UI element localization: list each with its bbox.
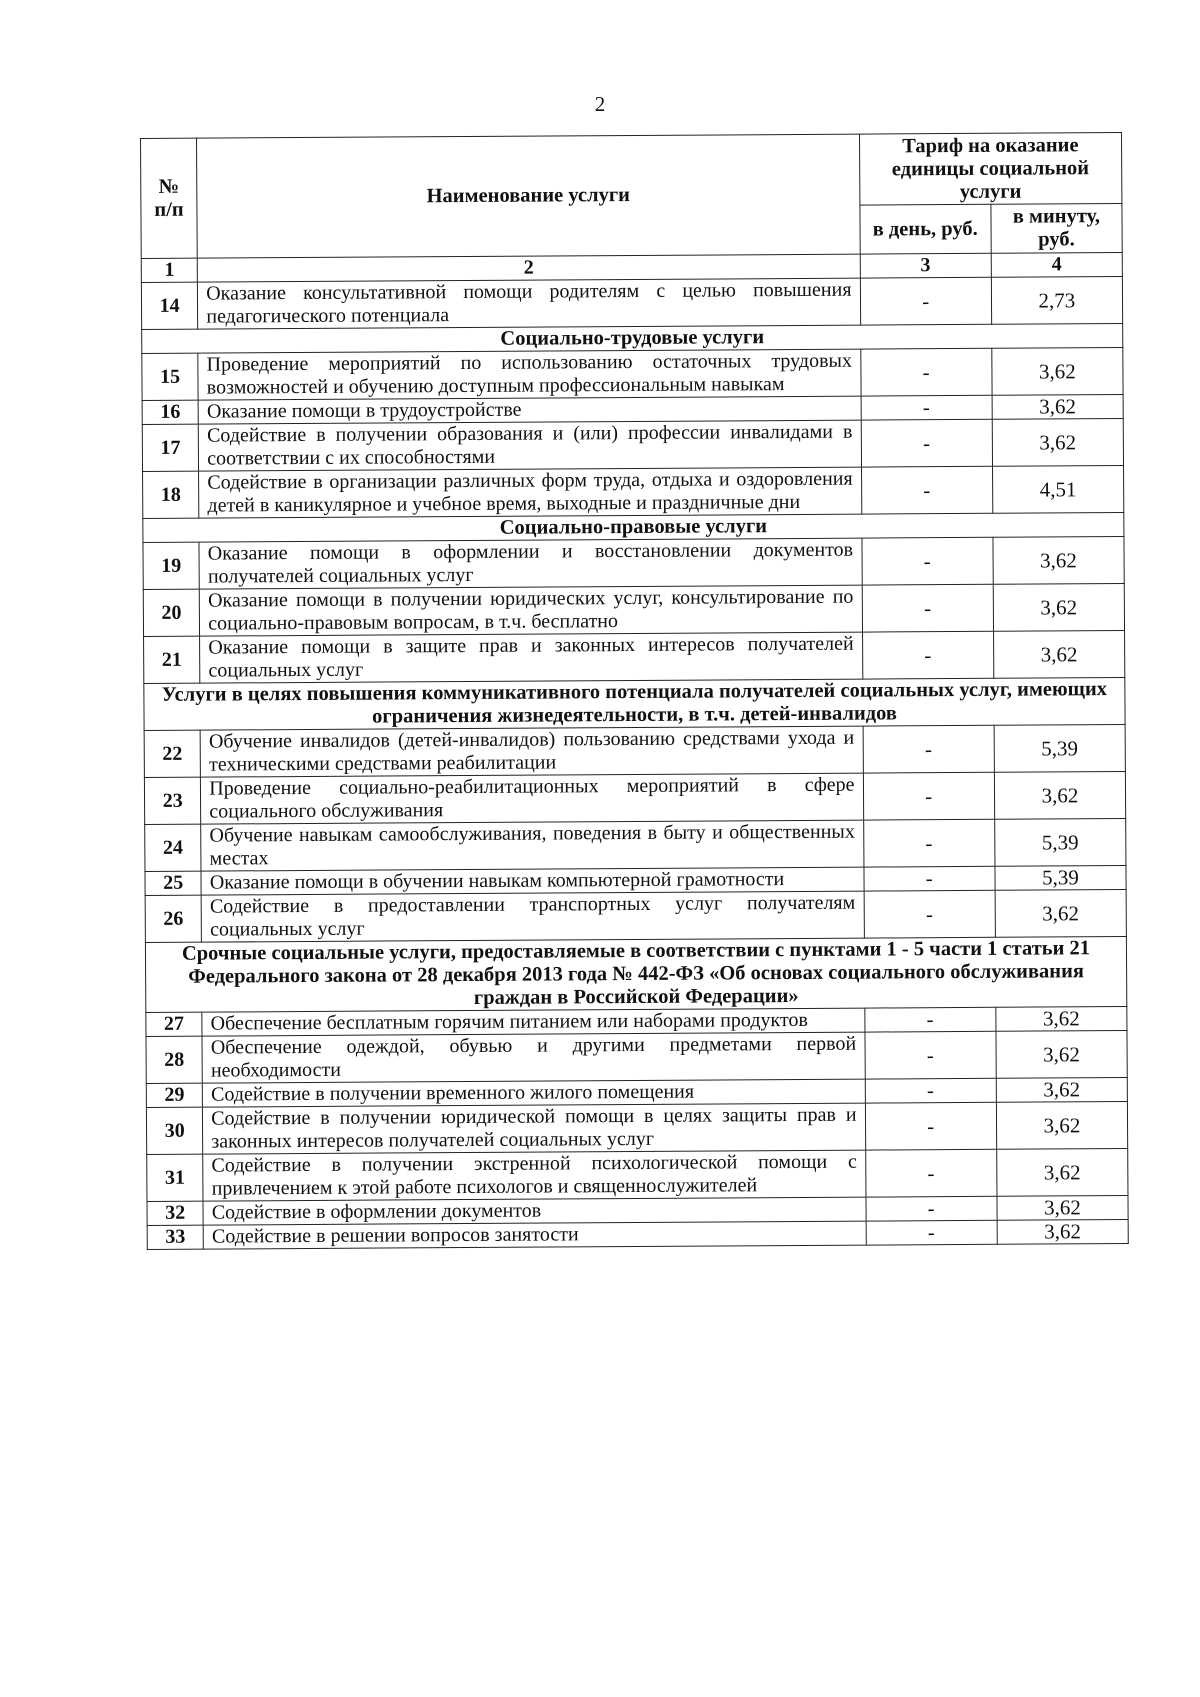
service-name: Оказание помощи в трудоустройстве xyxy=(198,396,860,424)
section-title: Социально-правовые услуги xyxy=(143,512,1124,542)
row-number: 18 xyxy=(143,471,200,518)
row-number: 15 xyxy=(142,353,199,400)
tariff-per-minute: 5,39 xyxy=(994,724,1126,772)
tariff-per-minute: 3,62 xyxy=(993,583,1125,631)
row-number: 22 xyxy=(144,730,201,777)
tariff-per-minute: 4,51 xyxy=(992,465,1124,513)
column-number: 1 xyxy=(141,258,197,282)
service-name: Оказание помощи в обучении навыкам компьютерной грамотности xyxy=(201,867,863,895)
service-name: Оказание помощи в защите прав и законных интересов получателей социальных услуг xyxy=(200,632,863,683)
column-number: 4 xyxy=(991,253,1122,278)
tariff-per-day: - xyxy=(863,725,994,773)
row-number: 24 xyxy=(145,824,202,871)
table-row xyxy=(143,583,1124,636)
section-title: Услуги в целях повышения коммуникативного потенциала получателей социальных услуг, имеющих ограничения жизнедеятельности, в т.ч. детей-инвалидов xyxy=(144,677,1125,730)
table-row xyxy=(143,536,1124,589)
table-row xyxy=(142,418,1123,471)
tariff-per-day: - xyxy=(863,772,994,820)
row-number: 25 xyxy=(145,871,201,895)
header-per-day: в день, руб. xyxy=(859,204,991,254)
service-name: Оказание консультативной помощи родителям с целью повышения педагогического потенциала xyxy=(198,278,861,329)
service-name: Оказание помощи в оформлении и восстановлении документов получателей социальных услуг xyxy=(199,538,862,589)
row-number: 26 xyxy=(145,895,202,942)
service-name: Содействие в оформлении документов xyxy=(203,1197,865,1225)
service-name: Содействие в организации различных форм труда, отдыха и оздоровления детей в каникулярное и учебное время, выходные и праздничные дни xyxy=(199,467,862,518)
service-name: Обеспечение одеждой, обувью и другими предметами первой необходимости xyxy=(202,1032,865,1083)
tariff-per-day: - xyxy=(863,819,994,867)
table-header xyxy=(141,133,1123,283)
table-row xyxy=(146,1101,1127,1154)
tariff-per-minute: 3,62 xyxy=(993,630,1125,678)
column-number: 2 xyxy=(197,254,859,282)
column-number: 3 xyxy=(860,253,991,278)
tariff-per-day: - xyxy=(865,1102,996,1150)
tariff-per-day: - xyxy=(861,466,992,514)
service-name: Проведение социально-реабилитационных мероприятий в сфере социального обслуживания xyxy=(201,773,864,824)
tariff-per-day: - xyxy=(866,1220,997,1245)
tariff-per-day: - xyxy=(864,866,995,891)
service-name: Оказание помощи в получении юридических услуг, консультирование по социально-правовым вопросам, в т.ч. бесплатно xyxy=(199,585,862,636)
tariff-per-minute: 3,62 xyxy=(993,536,1125,584)
tariff-per-day: - xyxy=(865,1149,996,1197)
table-row xyxy=(147,1148,1128,1201)
row-number: 14 xyxy=(141,282,198,329)
row-number: 19 xyxy=(143,542,200,589)
service-name: Содействие в получении юридической помощи в целях защиты прав и законных интересов получателей социальных услуг xyxy=(203,1103,866,1154)
tariff-per-minute: 3,62 xyxy=(997,1219,1128,1244)
tariff-per-day: - xyxy=(862,537,993,585)
header-no: № п/п xyxy=(141,138,198,258)
tariff-per-day: - xyxy=(861,419,992,467)
service-name: Содействие в решении вопросов занятости xyxy=(203,1221,865,1249)
row-number: 32 xyxy=(147,1201,203,1225)
tariff-per-minute: 3,62 xyxy=(997,1195,1128,1220)
section-row xyxy=(145,936,1126,1012)
row-number: 33 xyxy=(147,1225,203,1249)
table-row xyxy=(146,1030,1127,1083)
tariff-per-minute: 2,73 xyxy=(991,277,1123,325)
tariff-per-minute: 3,62 xyxy=(996,1030,1128,1078)
service-name: Обучение навыкам самообслуживания, поведения в быту и общественных местах xyxy=(201,820,864,871)
tariff-table xyxy=(140,132,1129,1250)
tariff-per-minute: 3,62 xyxy=(995,889,1127,937)
table-row xyxy=(144,724,1125,777)
section-title: Социально-трудовые услуги xyxy=(142,324,1123,354)
row-number: 17 xyxy=(142,424,199,471)
table-row xyxy=(142,348,1123,401)
row-number: 29 xyxy=(146,1083,202,1107)
table-body xyxy=(141,277,1128,1250)
row-number: 27 xyxy=(146,1012,202,1036)
header-name: Наименование услуги xyxy=(197,134,860,258)
service-name: Содействие в получении временного жилого помещения xyxy=(203,1079,865,1107)
table-row xyxy=(143,465,1124,518)
row-number: 20 xyxy=(143,589,200,636)
tariff-per-minute: 3,62 xyxy=(996,1077,1127,1102)
tariff-per-day: - xyxy=(866,1196,997,1221)
tariff-per-minute: 5,39 xyxy=(994,818,1126,866)
tariff-per-minute: 3,62 xyxy=(992,348,1124,396)
table-row xyxy=(144,771,1125,824)
tariff-per-day: - xyxy=(864,890,995,938)
tariff-per-day: - xyxy=(864,1007,995,1032)
tariff-per-minute: 3,62 xyxy=(992,418,1124,466)
row-number: 30 xyxy=(146,1107,203,1154)
service-name: Обеспечение бесплатным горячим питанием или наборами продуктов xyxy=(202,1008,864,1036)
tariff-per-day: - xyxy=(862,631,993,679)
row-number: 21 xyxy=(144,636,201,683)
row-number: 23 xyxy=(144,777,201,824)
tariff-per-day: - xyxy=(860,277,991,325)
tariff-per-day: - xyxy=(865,1031,996,1079)
tariff-per-minute: 3,62 xyxy=(996,1101,1128,1149)
tariff-per-day: - xyxy=(861,395,992,420)
table-row xyxy=(145,889,1126,942)
service-name: Содействие в предоставлении транспортных услуг получателям социальных услуг xyxy=(201,891,864,942)
header-per-minute: в минуту, руб. xyxy=(991,204,1123,254)
service-name: Содействие в получении экстренной психологической помощи с привлечением к этой работе психологов и священнослужителей xyxy=(203,1150,866,1201)
table-row xyxy=(145,818,1126,871)
tariff-per-minute: 5,39 xyxy=(995,865,1126,890)
tariff-per-day: - xyxy=(865,1078,996,1103)
tariff-per-minute: 3,62 xyxy=(996,1148,1128,1196)
page-number: 2 xyxy=(594,92,606,116)
section-row xyxy=(144,677,1125,730)
tariff-per-day: - xyxy=(860,348,991,396)
section-title: Срочные социальные услуги, предоставляемые в соответствии с пунктами 1 - 5 части 1 статьи 21 Федерального закона от 28 декабря 2013 года № 442-ФЗ «Об основах социального обслуживания граждан в Российской Федерации» xyxy=(145,936,1126,1012)
table-row xyxy=(141,277,1122,330)
service-name: Обучение инвалидов (детей-инвалидов) пользованию средствами ухода и техническими средствами реабилитации xyxy=(200,726,863,777)
tariff-per-minute: 3,62 xyxy=(994,771,1126,819)
row-number: 28 xyxy=(146,1036,203,1083)
service-name: Содействие в получении образования и (или) профессии инвалидами в соответствии с их способностями xyxy=(198,420,861,471)
table-row xyxy=(144,630,1125,683)
tariff-per-minute: 3,62 xyxy=(996,1006,1127,1031)
row-number: 16 xyxy=(142,400,198,424)
row-number: 31 xyxy=(147,1154,204,1201)
service-name: Проведение мероприятий по использованию остаточных трудовых возможностей и обучению доступным профессиональным навыкам xyxy=(198,349,861,400)
tariff-per-day: - xyxy=(862,584,993,632)
tariff-per-minute: 3,62 xyxy=(992,394,1123,419)
header-tariff: Тариф на оказание единицы социальной услуги xyxy=(859,133,1122,206)
